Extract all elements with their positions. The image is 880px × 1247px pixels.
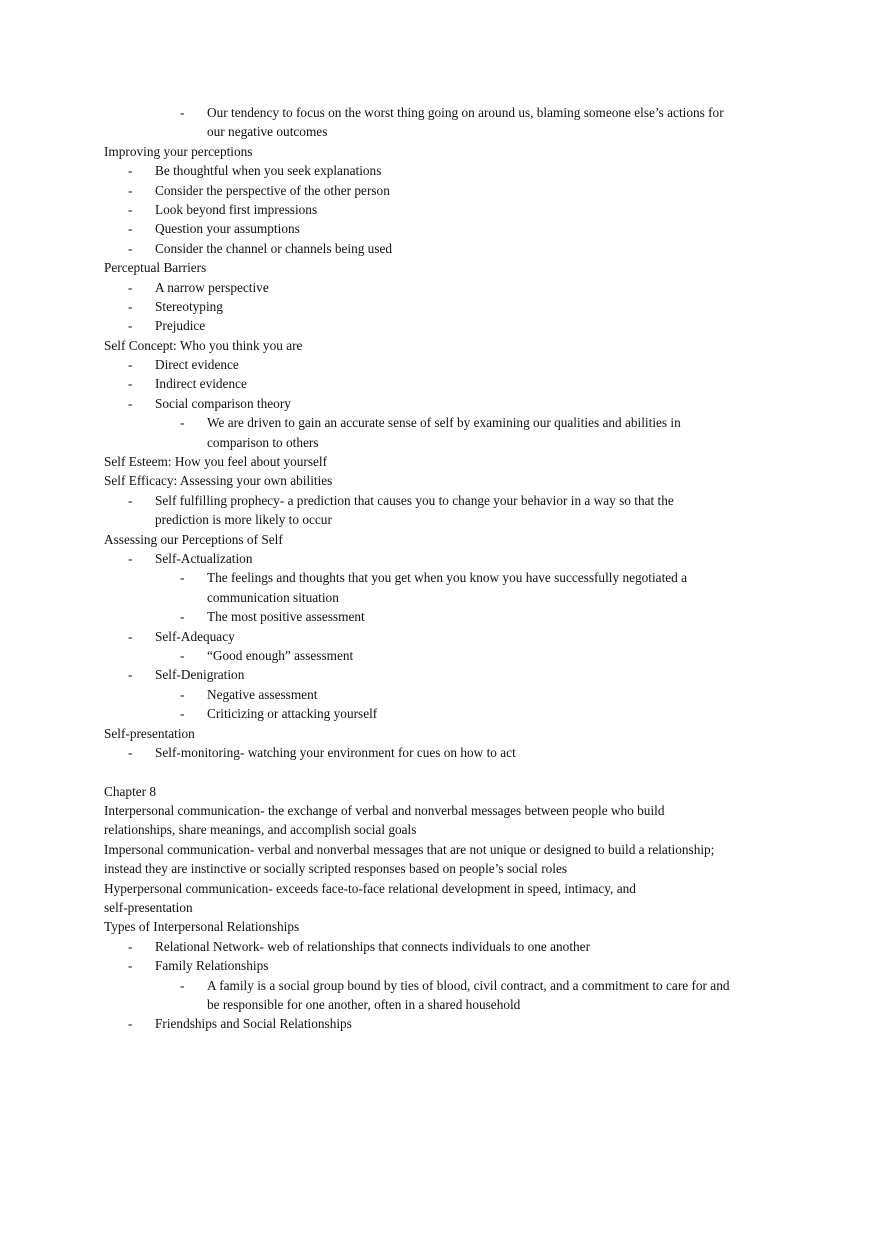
line-text: Stereotyping [155,298,223,314]
bullet-dash: - [180,706,185,722]
line-text: Direct evidence [155,357,239,373]
bullet-dash: - [128,376,133,392]
line-text: Relational Network- web of relationships that connects individuals to one another [155,938,590,954]
bullet-dash: - [128,550,133,566]
line-text: Friendships and Social Relationships [155,1016,352,1032]
bullet-item [0,937,880,956]
text-line [0,452,880,471]
text-line [0,142,880,161]
line-text: Negative assessment [207,686,318,702]
line-text: be responsible for one another, often in a shared household [207,996,521,1012]
bullet-item [0,627,880,646]
line-text: Interpersonal communication- the exchange of verbal and nonverbal messages between people who build [104,803,665,819]
sub-bullet-item [0,685,880,704]
line-text: instead they are instinctive or socially scripted responses based on people’s social roles [104,861,568,877]
text-line [0,898,880,917]
bullet-item [0,956,880,975]
line-text: our negative outcomes [207,124,328,140]
line-text: Our tendency to focus on the worst thing going on around us, blaming someone else’s actions for [207,105,724,120]
bullet-item [0,1014,880,1033]
bullet-item [0,200,880,219]
bullet-dash: - [128,744,133,760]
line-text: Self-monitoring- watching your environment for cues on how to act [155,744,516,760]
line-text: communication situation [207,589,339,605]
line-text: Self Esteem: How you feel about yourself [104,454,328,470]
sub-bullet-item [0,607,880,626]
bullet-item [0,394,880,413]
blank-line [0,762,880,781]
line-text: We are driven to gain an accurate sense of self by examining our qualities and abilities in [207,415,681,431]
bullet-item [0,549,880,568]
sub-bullet-item [0,995,880,1014]
bullet-dash: - [128,395,133,411]
text-line [0,859,880,878]
line-text: comparison to others [207,434,319,450]
bullet-dash: - [180,105,185,120]
bullet-item [0,491,880,510]
line-text: self-presentation [104,900,193,916]
line-text: A narrow perspective [155,279,269,295]
bullet-item [0,219,880,238]
line-text: Hyperpersonal communication- exceeds face-to-face relational development in speed, intimacy, and [104,880,636,896]
line-text: Question your assumptions [155,221,300,237]
bullet-item [0,316,880,335]
line-text: Consider the perspective of the other person [155,182,390,198]
document-page [0,103,880,1034]
line-text: A family is a social group bound by ties of blood, civil contract, and a commitment to care for and [207,977,730,993]
bullet-item [0,239,880,258]
line-text: Self-Adequacy [155,628,235,644]
line-text: prediction is more likely to occur [155,512,332,528]
line-text: Improving your perceptions [104,143,253,159]
text-line [0,258,880,277]
bullet-dash: - [128,182,133,198]
bullet-dash: - [128,279,133,295]
line-text: Social comparison theory [155,395,291,411]
bullet-dash: - [128,628,133,644]
line-text: Types of Interpersonal Relationships [104,919,300,935]
line-text: Self Concept: Who you think you are [104,337,303,353]
bullet-dash: - [128,298,133,314]
bullet-dash: - [128,221,133,237]
sub-bullet-item [0,413,880,432]
line-text: Consider the channel or channels being used [155,240,393,256]
line-text: Impersonal communication- verbal and nonverbal messages that are not unique or designed to build a relationship; [104,841,715,857]
line-text: Assessing our Perceptions of Self [104,531,283,547]
bullet-item [0,665,880,684]
bullet-item [0,278,880,297]
bullet-dash: - [180,647,185,663]
bullet-item [0,374,880,393]
text-line [0,801,880,820]
bullet-item [0,181,880,200]
line-text: Self-presentation [104,725,195,741]
line-text: Criticizing or attacking yourself [207,706,378,722]
bullet-item [0,297,880,316]
line-text: Chapter 8 [104,783,157,799]
text-line [0,782,880,801]
bullet-dash: - [180,977,185,993]
line-text: Perceptual Barriers [104,260,207,276]
bullet-dash: - [128,938,133,954]
line-text: Self-Actualization [155,550,253,566]
sub-bullet-item [0,568,880,587]
bullet-dash: - [128,201,133,217]
text-line [0,724,880,743]
bullet-dash: - [128,958,133,974]
bullet-dash: - [180,415,185,431]
bullet-item [0,743,880,762]
bullet-dash: - [128,492,133,508]
text-line [0,336,880,355]
line-text: Look beyond first impressions [155,201,318,217]
sub-bullet-item [0,433,880,452]
line-text: Self fulfilling prophecy- a prediction that causes you to change your behavior in a way so that the [155,492,674,508]
bullet-dash: - [180,570,185,586]
line-text: Indirect evidence [155,376,247,392]
bullet-dash: - [180,609,185,625]
bullet-dash: - [128,1016,133,1032]
line-text: Self Efficacy: Assessing your own abilities [104,473,333,489]
line-text: Prejudice [155,318,206,334]
bullet-dash: - [128,163,133,179]
bullet-dash: - [128,318,133,334]
line-text: “Good enough” assessment [207,647,354,663]
bullet-dash: - [128,240,133,256]
text-line [0,471,880,490]
bullet-item [0,161,880,180]
bullet-dash: - [128,667,133,683]
text-line [0,820,880,839]
line-text: Be thoughtful when you seek explanations [155,163,382,179]
bullet-item [0,510,880,529]
line-text: The feelings and thoughts that you get when you know you have successfully negotiated a [207,570,688,586]
sub-bullet-item [0,646,880,665]
sub-bullet-item [0,122,880,141]
line-text: relationships, share meanings, and accomplish social goals [104,822,417,838]
text-line [0,840,880,859]
sub-bullet-item [0,588,880,607]
text-line [0,879,880,898]
bullet-item [0,355,880,374]
text-line [0,917,880,936]
line-text: The most positive assessment [207,609,365,625]
sub-bullet-item [0,976,880,995]
bullet-dash: - [128,357,133,373]
line-text: Family Relationships [155,958,269,974]
text-line [0,530,880,549]
line-text: Self-Denigration [155,667,245,683]
bullet-dash: - [180,686,185,702]
sub-bullet-item [0,704,880,723]
sub-bullet-item [0,103,880,122]
